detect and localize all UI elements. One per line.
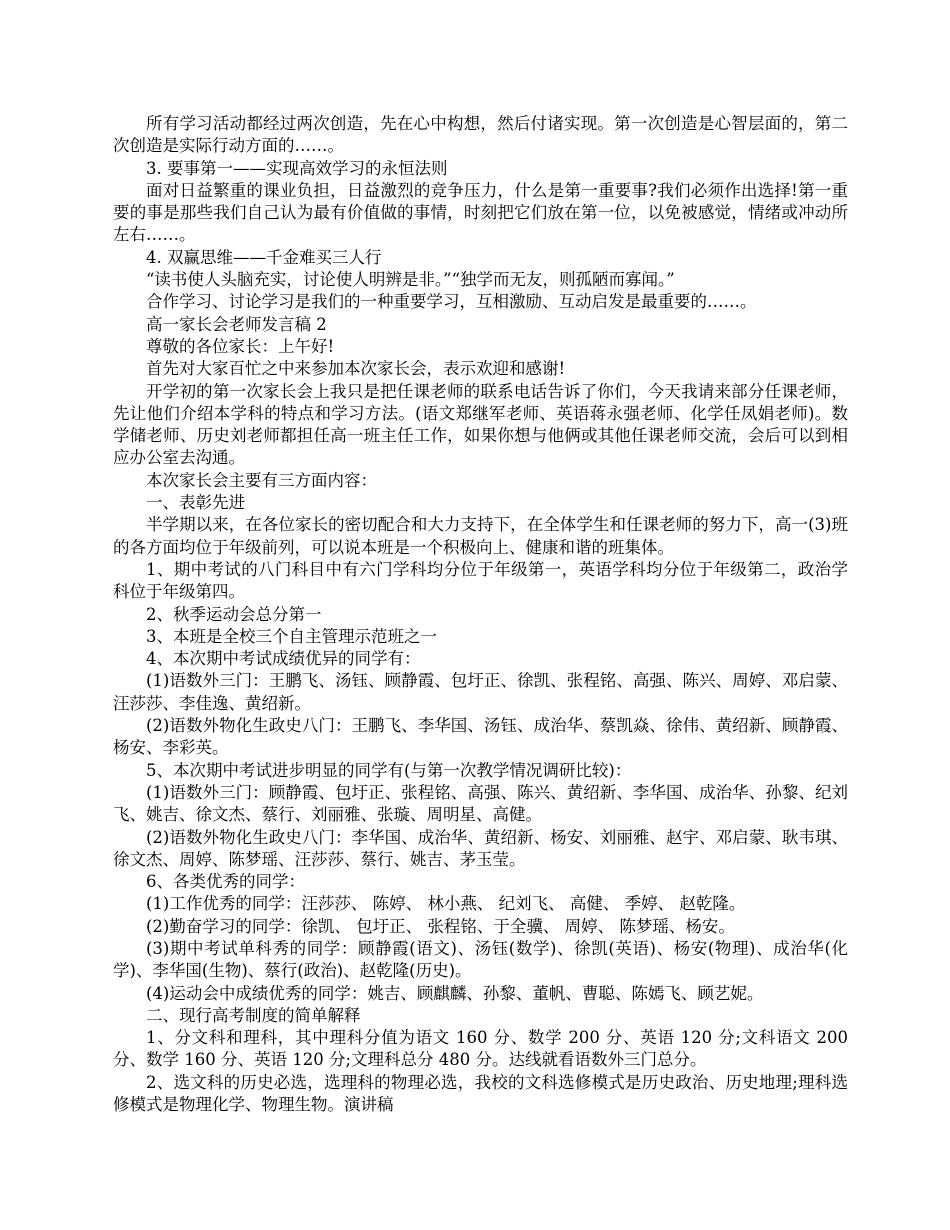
sublist-item-single-subject: (3)期中考试单科秀的同学：顾静霞(语文)、汤钰(数学)、徐凯(英语)、杨安(物理)、成治华(化学)、李华国(生物)、蔡行(政治)、赵乾隆(历史)。 [113, 938, 848, 981]
sublist-item-eight-subjects: (2)语数外物化生政史八门：王鹏飞、李华国、汤钰、成治华、蔡凯焱、徐伟、黄绍新、顾静霞、杨安、李彩英。 [113, 716, 848, 758]
sublist-item-sports: (4)运动会中成绩优秀的同学：姚吉、顾麒麟、孙黎、董帆、曹聪、陈嫣飞、顾艺妮。 [146, 983, 764, 1003]
section-heading-commendation: 一、表彰先进 [146, 493, 245, 513]
paragraph-cooperative-learning: 合作学习、讨论学习是我们的一种重要学习，互相激励、互动启发是最重要的……。 [146, 292, 757, 312]
list-item-scoring: 1、分文科和理科，其中理科分值为语文 160 分、数学 200 分、英语 120 分;文科语文 200 分、数学 160 分、英语 120 分;文理科总分 480 分。达线就看语数外三门总分。 [113, 1028, 848, 1070]
list-item-outstanding-categories: 6、各类优秀的同学： [146, 872, 305, 892]
paragraph-priority: 面对日益繁重的课业负担，日益激烈的竞争压力，什么是第一重要事?我们必须作出选择!第一重要的事是那些我们自己认为最有价值做的事情，时刻把它们放在第一位，以免被感觉，情绪或冲动所左右……。 [113, 180, 848, 245]
paragraph-welcome: 首先对大家百忙之中来参加本次家长会，表示欢迎和感谢! [146, 359, 566, 379]
list-item-midterm-ranking: 1、期中考试的八门科目中有六门学科均分位于年级第一，英语学科均分位于年级第二，政治学科位于年级第四。 [113, 559, 848, 602]
paragraph-teachers-intro: 开学初的第一次家长会上我只是把任课老师的联系电话告诉了你们，今天我请来部分任课老师，先让他们介绍本学科的特点和学习方法。(语文郑继军老师、英语蒋永强老师、化学任凤娟老师)。数学储老师、历史刘老师都担任高一班主任工作，如果你想与他俩或其他任课老师交流，会后可以到相应办公室去沟通。 [113, 381, 848, 468]
list-item-improved-students: 5、本次期中考试进步明显的同学有(与第一次教学情况调研比较)： [146, 760, 632, 780]
paragraph-quote: “读书使人头脑充实，讨论使人明辨是非。”“独学而无友，则孤陋而寡闻。” [146, 270, 675, 290]
salutation: 尊敬的各位家长：上午好! [146, 336, 335, 356]
sublist-item-improved-three: (1)语数外三门：顾静霞、包圩正、张程铭、高强、陈兴、黄绍新、李华国、成治华、孙黎、纪刘飞、姚吉、徐文杰、蔡行、刘丽雅、张璇、周明星、高健。 [113, 782, 848, 825]
sublist-item-work: (1)工作优秀的同学：汪莎莎、 陈婷、 林小燕、 纪刘飞、 高健、 季婷、 赵乾隆。 [146, 894, 746, 914]
list-item-excellent-students: 4、本次期中考试成绩优异的同学有： [146, 649, 421, 669]
sublist-item-three-subjects: (1)语数外三门：王鹏飞、汤钰、顾静霞、包圩正、徐凯、张程铭、高强、陈兴、周婷、邓启蒙、汪莎莎、李佳逸、黄绍新。 [113, 671, 848, 713]
document-body [113, 113, 848, 1116]
sublist-item-improved-eight: (2)语数外物化生政史八门：李华国、成治华、黄绍新、杨安、刘丽雅、赵宇、邓启蒙、耿韦琪、徐文杰、周婷、陈梦瑶、汪莎莎、蔡行、姚吉、茅玉莹。 [113, 827, 848, 869]
paragraph-class-overview: 半学期以来，在各位家长的密切配合和大力支持下，在全体学生和任课老师的努力下，高一(3)班的各方面均位于年级前列，可以说本班是一个积极向上、健康和谐的班集体。 [113, 515, 848, 557]
speech-title: 高一家长会老师发言稿 2 [146, 314, 327, 334]
list-item-demo-class: 3、本班是全校三个自主管理示范班之一 [146, 626, 437, 646]
list-item-electives: 2、选文科的历史必选，选理科的物理必选，我校的文科选修模式是历史政治、历史地理;理科选修模式是物理化学、物理生物。演讲稿 [113, 1072, 848, 1115]
paragraph-agenda: 本次家长会主要有三方面内容： [146, 470, 377, 490]
sublist-item-diligent: (2)勤奋学习的同学：徐凯、 包圩正、 张程铭、于全骥、 周婷、 陈梦瑶、杨安。 [146, 916, 735, 936]
heading-priority-first: 3. 要事第一——实现高效学习的永恒法则 [146, 158, 448, 178]
list-item-sports-meet: 2、秋季运动会总分第一 [146, 604, 322, 624]
paragraph-two-creations: 所有学习活动都经过两次创造，先在心中构想，然后付诸实现。第一次创造是心智层面的，第二次创造是实际行动方面的……。 [113, 114, 848, 156]
heading-win-win: 4. 双赢思维——千金难买三人行 [146, 247, 382, 267]
section-heading-exam-system: 二、现行高考制度的简单解释 [146, 1005, 361, 1025]
